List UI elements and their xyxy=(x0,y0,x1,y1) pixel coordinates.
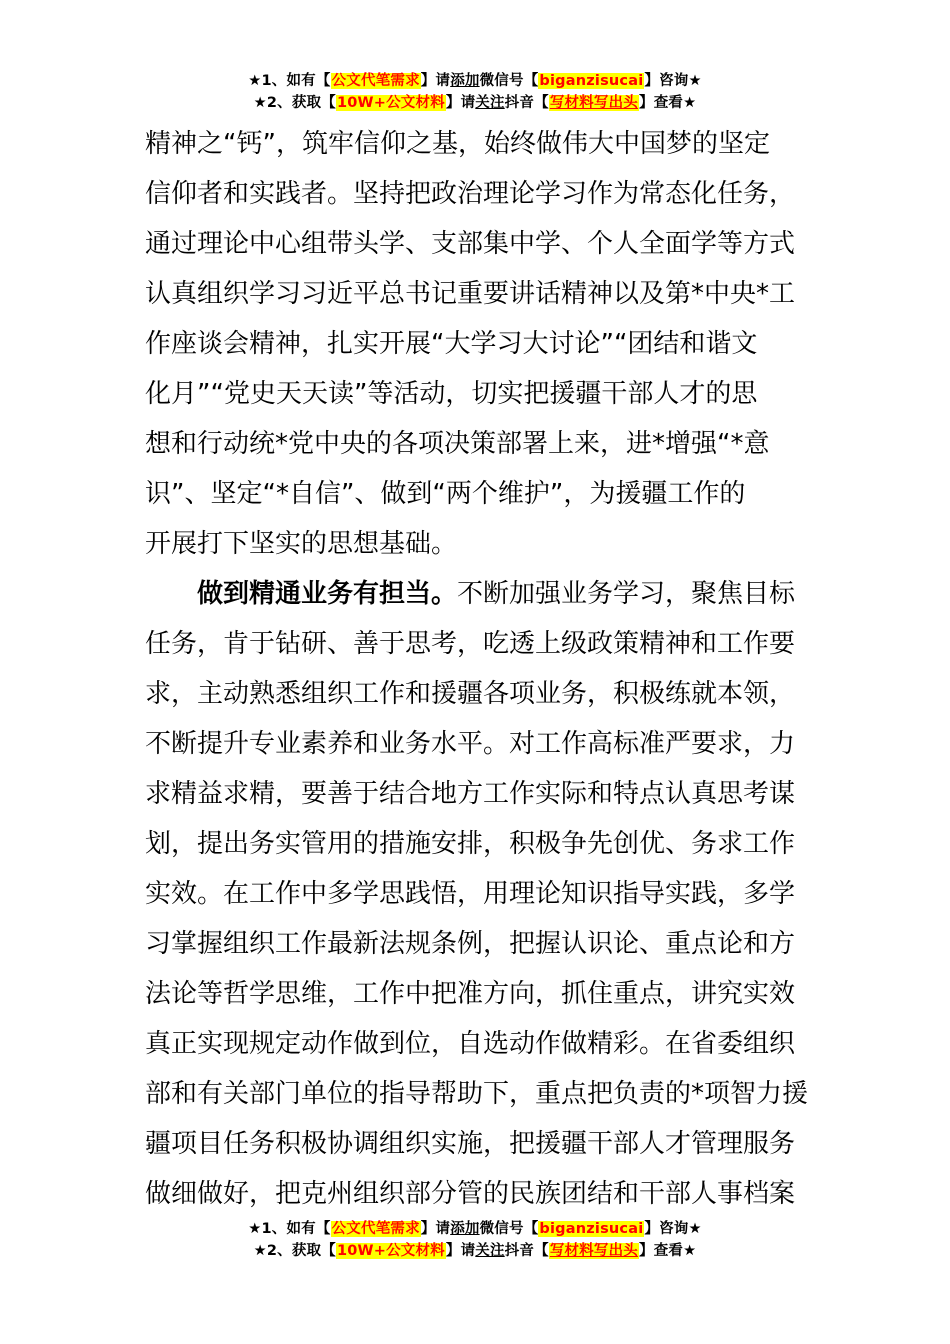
header-line-1-highlight-service: 公文代笔需求 xyxy=(331,73,420,89)
header-line-2-underline: 关注 xyxy=(475,95,505,111)
body-line: 化月”“党史天天读”等活动，切实把援疆干部人才的思 xyxy=(145,379,758,409)
body-line: 任务，肯于钻研、善于思考，吃透上级政策精神和工作要 xyxy=(145,629,796,659)
body-line: 作座谈会精神，扎实开展“大学习大讨论”“团结和谐文 xyxy=(145,329,758,359)
footer-line-1 xyxy=(0,1218,950,1240)
body-line: 通过理论中心组带头学、支部集中学、个人全面学等方式 xyxy=(145,229,796,259)
header-line-2-mid: 】请 xyxy=(445,95,476,111)
header-line-2-highlight-materials: 10W+公文材料 xyxy=(336,95,445,111)
body-line: 认真组织学习习近平总书记重要讲话精神以及第*中央*工 xyxy=(145,279,796,309)
footer-line-2-prefix: ★2、获取【 xyxy=(253,1243,336,1259)
document-body xyxy=(145,119,810,1219)
footer-line-2-highlight-materials: 10W+公文材料 xyxy=(336,1243,445,1259)
header-line-1-highlight-wechat: biganzisucai xyxy=(539,73,644,89)
footer-line-1-mid: 】请 xyxy=(420,1221,451,1237)
body-line: 信仰者和实践者。坚持把政治理论学习作为常态化任务， xyxy=(145,179,796,209)
body-line: 实效。在工作中多学思践悟，用理论知识指导实践，多学 xyxy=(145,879,796,909)
footer-line-2-underline: 关注 xyxy=(475,1243,505,1259)
header-line-1-prefix: ★1、如有【 xyxy=(248,73,331,89)
body-line: 真正实现规定动作做到位，自选动作做精彩。在省委组织 xyxy=(145,1029,796,1059)
header-line-1-suffix: 】咨询★ xyxy=(644,73,702,89)
header-line-1-mid: 】请 xyxy=(420,73,451,89)
body-line: 法论等哲学思维，工作中把准方向，抓住重点，讲究实效 xyxy=(145,979,796,1009)
body-line: 习掌握组织工作最新法规条例，把握认识论、重点论和方 xyxy=(145,929,796,959)
footer-banner xyxy=(0,1218,950,1262)
body-line: 做细做好，把克州组织部分管的民族团结和干部人事档案 xyxy=(145,1179,796,1209)
paragraph-2-first-line xyxy=(145,569,810,619)
header-line-1 xyxy=(0,70,950,92)
footer-line-2-highlight-douyin: 写材料写出头 xyxy=(549,1243,639,1259)
header-banner xyxy=(0,70,950,114)
header-line-2 xyxy=(0,92,950,114)
header-line-2-suffix: 】查看★ xyxy=(639,95,697,111)
body-line: 求，主动熟悉组织工作和援疆各项业务，积极练就本领， xyxy=(145,679,796,709)
footer-line-2 xyxy=(0,1240,950,1262)
header-line-2-highlight-douyin: 写材料写出头 xyxy=(549,95,639,111)
footer-line-2-suffix: 】查看★ xyxy=(639,1243,697,1259)
paragraph-2-first-rest: 不断加强业务学习，聚焦目标 xyxy=(457,579,796,609)
body-line: 疆项目任务积极协调组织实施，把援疆干部人才管理服务 xyxy=(145,1129,796,1159)
footer-line-1-mid2: 微信号【 xyxy=(479,1221,539,1237)
body-line: 求精益求精，要善于结合地方工作实际和特点认真思考谋 xyxy=(145,779,796,809)
header-line-1-mid2: 微信号【 xyxy=(479,73,539,89)
body-line: 开展打下坚实的思想基础。 xyxy=(145,529,458,559)
body-line: 部和有关部门单位的指导帮助下，重点把负责的*项智力援 xyxy=(145,1079,809,1109)
header-line-2-mid2: 抖音【 xyxy=(504,95,549,111)
body-line: 划，提出务实管用的措施安排，积极争先创优、务求工作 xyxy=(145,829,796,859)
body-line: 想和行动统*党中央的各项决策部署上来，进*增强“*意 xyxy=(145,429,770,459)
header-line-1-underline: 添加 xyxy=(450,73,480,89)
body-line: 精神之“钙”，筑牢信仰之基，始终做伟大中国梦的坚定 xyxy=(145,129,770,159)
footer-line-1-highlight-wechat: biganzisucai xyxy=(539,1221,644,1237)
body-line: 识”、坚定“*自信”、做到“两个维护”，为援疆工作的 xyxy=(145,479,746,509)
footer-line-1-suffix: 】咨询★ xyxy=(644,1221,702,1237)
footer-line-1-underline: 添加 xyxy=(450,1221,480,1237)
body-line: 不断提升专业素养和业务水平。对工作高标准严要求，力 xyxy=(145,729,796,759)
paragraph-2-heading: 做到精通业务有担当。 xyxy=(197,579,458,609)
footer-line-1-highlight-service: 公文代笔需求 xyxy=(331,1221,420,1237)
header-line-2-prefix: ★2、获取【 xyxy=(253,95,336,111)
footer-line-2-mid: 】请 xyxy=(445,1243,476,1259)
footer-line-1-prefix: ★1、如有【 xyxy=(248,1221,331,1237)
footer-line-2-mid2: 抖音【 xyxy=(504,1243,549,1259)
